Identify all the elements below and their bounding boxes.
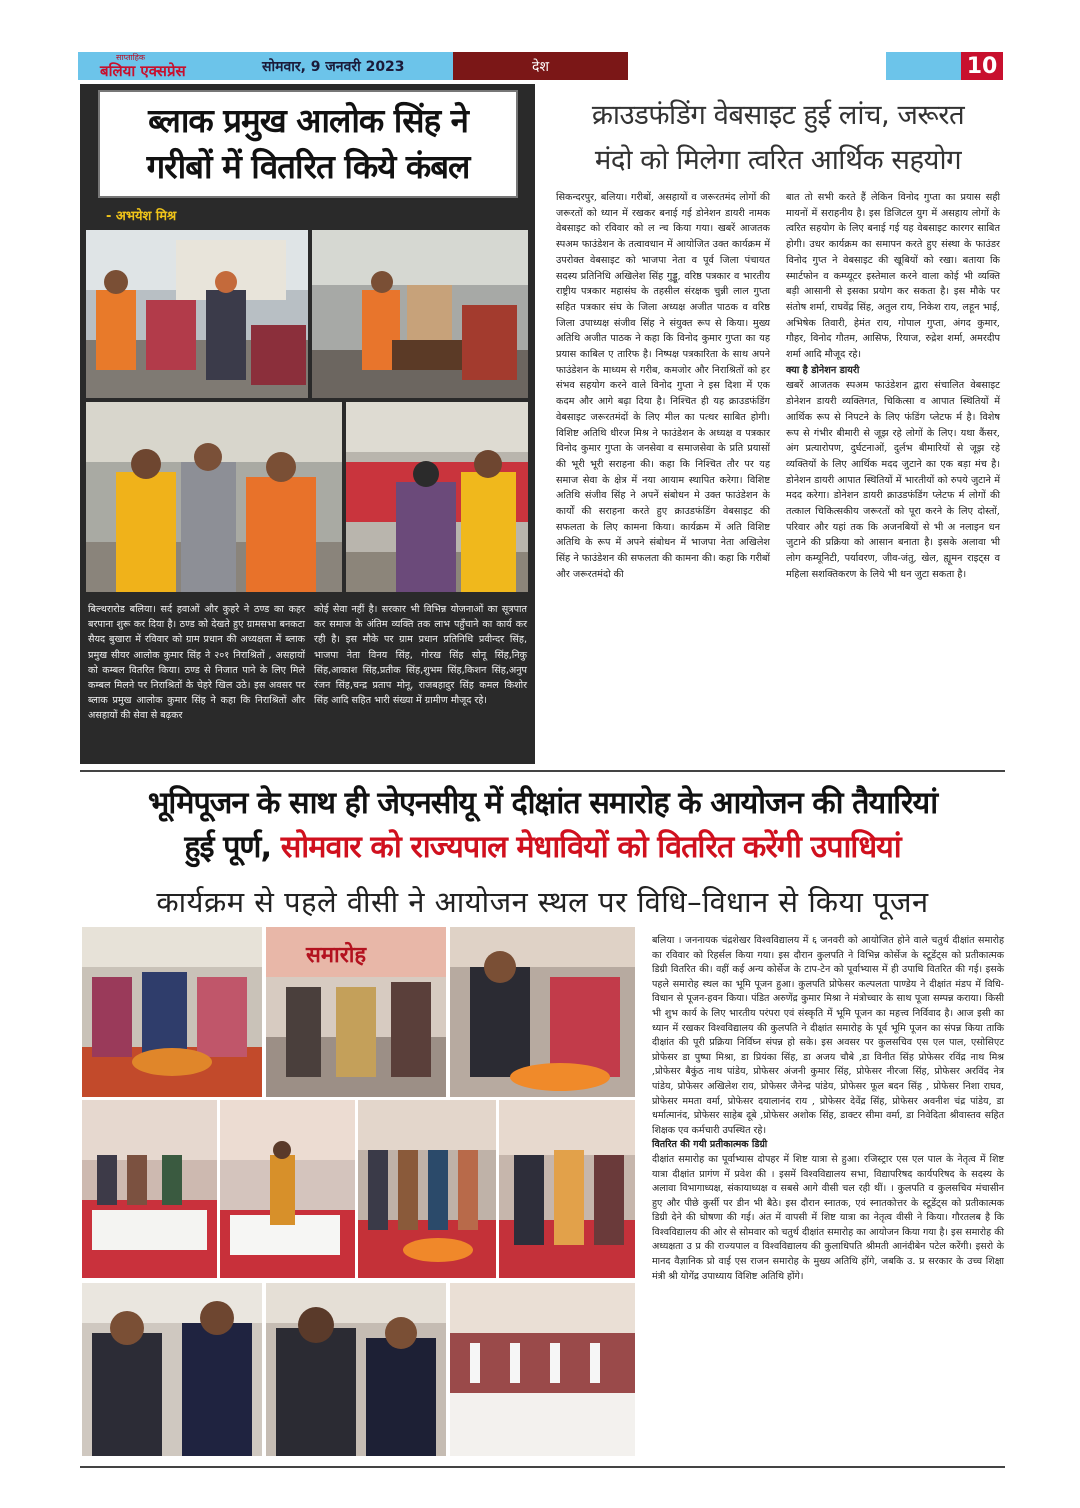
story3-body-p2: दीक्षांत समारोह का पूर्वाभ्यास दोपहर में शिष्ट यात्रा से हुआ। रजिस्ट्रार एस एल पाल के नेतृत्व में शिष्ट यात्रा दीक्षांत प्रागंण में प्रवेश की । इसमें विश्वविद्यालय सभा, विद्यापरिषद कार्यपरिषद के सदस्य के अलावा विभागाध्यक्ष, संकायाध्यक्ष व सबसे आगे वीसी चल रही थीं। । कुलपति व कुलसचिव मंचासीन हुए और पीछे कुर्सी पर डीन भी बैठे। इस दौरान स्नातक, एवं स्नातकोत्तर के स्टूडेंट्स को प्रतीकात्मक डिग्री देने की घोषणा की गई। अंत में वापसी में शिष्ट यात्रा का नेतृत्व वीसी ने किया। गौरतलब है कि विश्वविद्यालय की ओर से सोमवार को चतुर्थ दीक्षांत समारोह का आयोजन किया गया है। इस समारोह की अध्यक्षता उ प्र की राज्यपाल व विश्वविद्यालय की कुलाधिपति श्रीमती आनंदीबेन पटेल करेंगी। इसरो के मानद वैज्ञानिक प्रो वाई एस राजन समारोह के मुख्य अतिथि होंगे, जबकि उ. प्र सरकार के उच्च शिक्षा मंत्री श्री योगेंद्र उपाध्याय विशिष्ट अतिथि होंगे।	[652, 1153, 1004, 1282]
story1-headline-line1: ब्लाक प्रमुख आलोक सिंह ने	[148, 101, 468, 140]
story1-panel	[80, 84, 535, 764]
story1-byline: - अभयेश मिश्र	[106, 209, 177, 224]
story1-headline-line2: गरीबों में वितरित किये कंबल	[146, 147, 470, 186]
story2-headline-line1: क्राउडफंडिंग वेबसाइट हुई लांच, जरूरत	[591, 99, 965, 131]
photo-blanket-distribution-2	[312, 230, 528, 398]
photo-havan-2	[266, 927, 446, 1097]
masthead-spacer-blue	[886, 52, 961, 80]
photo-blanket-distribution-3	[86, 402, 342, 592]
story3-headline-black: हुई पूर्ण,	[184, 830, 281, 865]
photo-blanket-distribution-1	[86, 230, 308, 398]
story3-subheadline: कार्यक्रम से पहले वीसी ने आयोजन स्थल पर विधि–विधान से किया पूजन	[156, 885, 929, 919]
brand-logo	[78, 52, 248, 80]
photo-havan-3	[450, 927, 635, 1097]
photo-tilak-2	[266, 1283, 446, 1456]
story3-headline-line1: भूमिपूजन के साथ ही जेएनसीयू में दीक्षांत समारोह के आयोजन की तैयारियां	[147, 786, 938, 821]
brand-tagline: साप्ताहिक	[116, 53, 146, 62]
banner-text: समारोह	[306, 943, 367, 968]
story2-column-2-part-b: खबरें आजतक स्पअम फाउंडेशन द्वारा संचालित वेबसाइट डोनेशन डायरी व्यक्तिगत, चिकित्सा व आपात स्थितियों में आर्थिक रूप से निपटने के लिए फंडिंग प्लेटफ र्म है। विशेष रूप से गंभीर बीमारी से जूझ रहे लोगों के लिए। यथा कैंसर, अंग प्रत्यारोपण, दुर्घटनाओं, दुर्लभ बीमारियों से जूझ रहे व्यक्तियों के लिए आर्थिक मदद जुटाने का एक बड़ा मंच है। डोनेशन डायरी आपात स्थितियों में भारतीयों को रुपये जुटाने में मदद करेगा। डोनेशन डायरी क्राउडफंडिंग प्लेटफ र्म लोगों की तत्काल चिकित्सकीय जरूरतों को पूरा करने के लिए दोस्तों, परिवार और यहां तक कि अजनबियों से भी अ नलाइन धन जुटाने की प्रक्रिया को आसान बनाता है। इसके अलावा भी लोग कम्यूनिटी, पर्यावरण, जीव-जंतु, खेल, ह्यूमन राइट्स व महिला सशक्तिकरण के लिये भी धन जुटा सकता है।	[786, 380, 1000, 580]
story3-headline-red: सोमवार को राज्यपाल मेधावियों को वितरित करेंगी उपाधियां	[280, 830, 901, 865]
page-bottom-rule	[80, 1466, 1005, 1468]
photo-venue-3	[358, 1100, 496, 1278]
story2-headline	[543, 93, 1013, 183]
story3-headline	[80, 782, 1005, 870]
story2-column-2	[786, 190, 1000, 583]
photo-havan-1	[82, 927, 262, 1097]
page-number: 10	[961, 52, 1003, 80]
issue-date: सोमवार, 9 जनवरी 2023	[248, 52, 453, 80]
story1-caption-right: कोई सेवा नहीं है। सरकार भी विभिन्न योजनाओं का सूत्रपात कर समाज के अंतिम व्यक्ति तक लाभ पहुँचाने का कार्य कर रही है। इस मौके पर ग्राम प्रधान प्रतिनिधि प्रवीन्दर सिंह, भाजपा नेता विनय सिंह, गोरख सिंह सोनू सिंह,निकु सिंह,आकाश सिंह,प्रतीक सिंह,शुभम सिंह,किशन सिंह,अनुप रंजन सिंह,चन्द्र प्रताप मोनू, राजबहादुर सिंह कमल किशोर सिंह आदि सहित भारी संख्या में ग्रामीण मौजूद रहे।	[314, 604, 527, 707]
story1-caption-left: बिल्थरारोड बलिया। सर्द हवाओं और कुहरे ने ठण्ड का कहर बरपाना शुरू कर दिया है। ठण्ड को देखते हुए ग्रामसभा बनकटा सैयद बुखारा में रविवार को ग्राम प्रधान की अध्यक्षता में ब्लाक प्रमुख सीयर आलोक कुमार सिंह ने २०१ निराश्रितों , असहायों को कम्बल वितरित किया। ठण्ड से निजात पाने के लिए मिले कम्बल मिलने पर निराश्रितों के चेहरे खिल उठे। इस अवसर पर ब्लाक प्रमुख आलोक कुमार सिंह ने कहा कि निराश्रितों और असहायों की सेवा से बढ़कर	[88, 604, 305, 722]
masthead	[78, 52, 1003, 80]
story3-subhead: वितरित की गयी प्रतीकात्मक डिग्री	[652, 1139, 768, 1151]
photo-tilak-1	[82, 1283, 262, 1456]
photo-venue-1	[82, 1100, 217, 1278]
story2-column-1: सिकन्दरपुर, बलिया। गरीबों, असहायों व जरूरतमंद लोगों की जरूरतों को ध्यान में रखकर बनाई गई डोनेशन डायरी नामक वेबसाइट को रविवार को ल न्च किया गया। खबरें आजतक स्पअम फाउंडेशन के तत्वावधान में आयोजित उक्त कार्यक्रम में उपरोक्त वेबसाइट को भाजपा नेता व पूर्व जिला पंचायत सदस्य प्रतिनिधि अखिलेश सिंह गुड्डू, वरिष्ठ पत्रकार व भारतीय राष्ट्रीय पत्रकार महासंघ के तहसील संरक्षक चुन्नी लाल गुप्ता सहित पत्रकार संघ के जिला अध्यक्ष अजीत पाठक व वरिष्ठ जिला उपाध्यक्ष संजीव सिंह ने संयुक्त रूप से किया। मुख्य अतिथि अजीत पाठक ने कहा कि विनोद कुमार गुप्ता का यह प्रयास काबिल ए तारिफ है। निष्पक्ष पत्रकारिता के साथ अपने फाउंडेशन के माध्यम से गरीब, कमजोर और निराश्रितों को हर संभव सहयोग करने वाले विनोद गुप्ता ने इस दिशा में एक कदम और आगे बढ़ा दिया है। निश्चित ही यह क्राउडफंडिंग वेबसाइट जरूरतमंदों के लिए मील का पत्थर साबित होगी। विशिष्ट अतिथि धीरज मिश्र ने फाउंडेशन के अध्यक्ष व पत्रकार विनोद कुमार गुप्ता के जनसेवा व समाजसेवा के प्रति प्रयासों की भूरी भूरी सराहना की। कहा कि निश्चित तौर पर यह समाज सेवा के क्षेत्र में नया आयाम स्थापित करेगा। विशिष्ट अतिथि संजीव सिंह ने अपनें संबोधन मे उक्त फाउंडेशन के कार्यों की सराहना करते हुए क्राउडफंडिंग वेबसाइट की सफलता के लिए कामना किया। कार्यक्रम में अति विशिष्ट अतिथि के रूप में अपने संबोधन में भाजपा नेता अखिलेश सिंह ने फाउंडेशन की सफलता की कामना की। कहा कि गरीबों और जरूरतमंदो की	[556, 192, 770, 580]
story2-headline-line2: मंदो को मिलेगा त्वरित आर्थिक सहयोग	[594, 144, 962, 176]
photo-venue-4	[499, 1100, 635, 1278]
photo-blanket-distribution-4	[346, 402, 528, 592]
section-label: देश	[453, 52, 628, 80]
story3-headline-line2	[80, 826, 1005, 870]
brand-name: बलिया एक्सप्रेस	[100, 62, 186, 80]
story3-body-p1: बलिया । जननायक चंद्रशेखर विश्वविद्यालय में ६ जनवरी को आयोजित होने वाले चतुर्थ दीक्षांत समारोह का रविवार को रिहर्सल किया गया। इस दौरान कुलपति ने विभिन्न कोर्सेज के स्टूडेंट्स को प्रतीकात्मक डिग्री वितरित की। वहीं कई अन्य कोर्सेज के टाप-टेन को पूर्वाभ्यास में ही उपाधि वितरित की गई। इसके पहले समारोह स्थल का भूमि पूजन हुआ। कुलपति प्रोफेसर कल्पलता पाण्डेय ने दीक्षांत मंडप में विधि-विधान से पूजन-हवन किया। पंडित अरुणेंद्र कुमार मिश्रा ने मंत्रोच्चार के साथ पूजा सम्पन्न कराया। किसी भी शुभ कार्य के लिए भारतीय परंपरा एवं संस्कृति में भूमि पूजन का महत्त्व निर्विवाद है। आज इसी का ध्यान में रखकर विश्वविद्यालय की कुलपति ने दीक्षांत समारोह के पूर्व भूमि पूजन का संपन्न किया ताकि दीक्षांत की पूरी प्रक्रिया निर्विघ्न संपन्न हो सके। इस अवसर पर कुलसचिव एस एल पाल, एसोसिएट प्रोफेसर डा पुष्पा मिश्रा, डा प्रियंका सिंह, डा अजय चौबे ,डा विनीत सिंह प्रोफेसर रविंद्र नाथ मिश्र ,प्रोफेसर बैकुंठ नाथ पांडेय, प्रोफेसर अंजनी कुमार सिंह, प्रोफेसर नीरजा सिंह, प्रोफेसर अरविंद नेत्र पांडेय, प्रोफेसर अखिलेश राय, प्रोफेसर जैनेन्द्र पांडेय, प्रोफेसर फूल बदन सिंह , प्रोफेसर निशा राघव, प्रोफेसर ममता वर्मा, प्रोफेसर दयालानंद राय , प्रोफेसर देवेंद्र सिंह, प्रोफेसर अवनीश चंद्र पांडेय, डा धर्मात्मानंद, प्रोफेसर साहेब दूबे ,प्रोफेसर अशोक सिंह, डाक्टर सीमा वर्मा, डा निवेदिता श्रीवास्तव सहित शिक्षक एव कर्मचारी उपस्थित रहे।	[652, 935, 1004, 1136]
story3-body	[652, 934, 1004, 1284]
photo-seating	[450, 1283, 635, 1456]
photo-venue-2	[220, 1100, 355, 1278]
story2-subhead: क्या है डोनेशन डायरी	[786, 364, 860, 376]
masthead-spacer	[628, 52, 886, 80]
section-divider	[80, 770, 1005, 772]
story2-column-2-part-a: बात तो सभी करते हैं लेकिन विनोद गुप्ता का प्रयास सही मायनों में सराहनीय है। इस डिजिटल युग में असहाय लोगों के त्वरित सहयोग के लिए बनाई गई यह वेबसाइट कारगर साबित होगी। उधर कार्यक्रम का समापन करते हुए संस्था के फाउंडर विनोद गुप्त ने वेबसाइट की खूबियों को रखा। बताया कि स्मार्टफोन व कम्प्यूटर इस्तेमाल करने वाला कोई भी व्यक्ति बड़ी आसानी से इसका प्रयोग कर सकता है। इस मौके पर संतोष शर्मा, राघवेंद्र सिंह, अतुल राय, निकेश राय, लहून भाई, अभिषेक तिवारी, हेमंत राय, गोपाल गुप्ता, अंगद कुमार, गौहर, विनोद गौतम, आसिफ, रियाज, रुद्रेश शर्मा, अमरदीप शर्मा आदि मौजूद रहे।	[786, 192, 1000, 361]
story1-headline	[98, 90, 518, 198]
